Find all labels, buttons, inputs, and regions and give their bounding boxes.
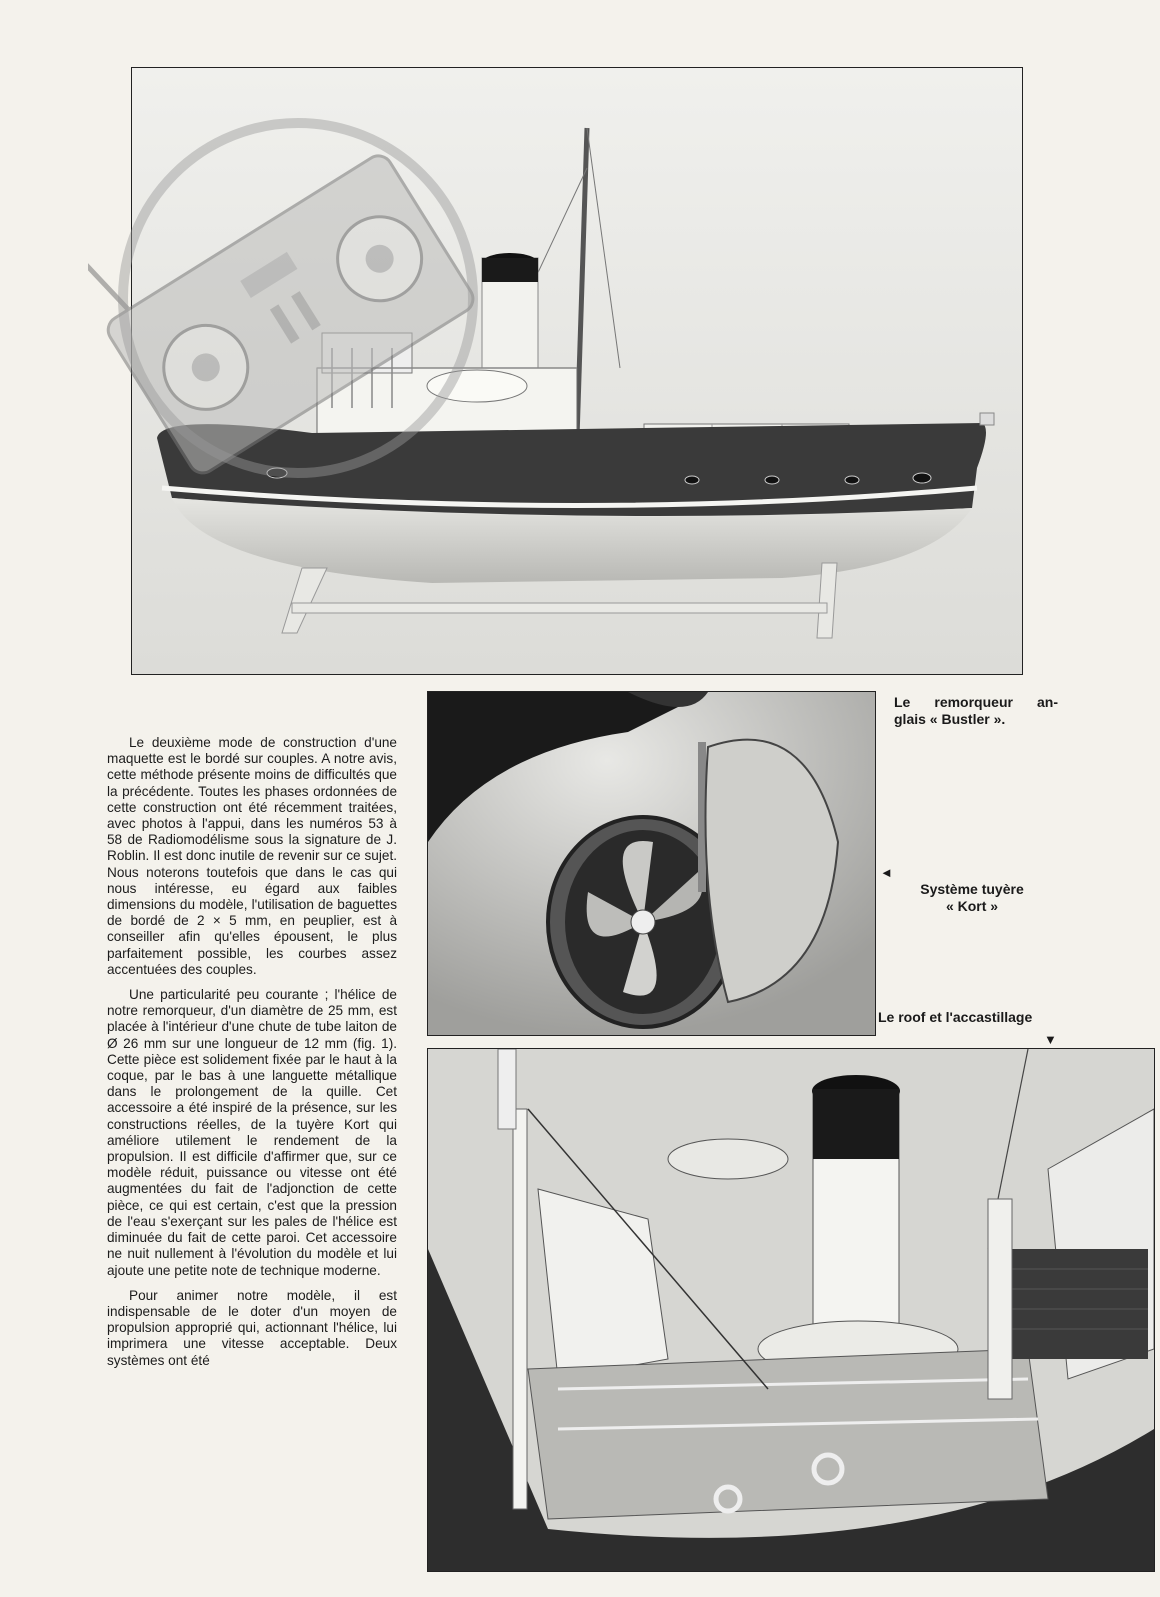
photo-tug-model [131,67,1023,675]
paragraph: Le deuxième mode de construction d'une maquette est le bordé sur couples. A notre avis, cette méthode présente moins de difficultés que la précédente. Toutes les phases ordonnées de cette construction ont été récemment traitées, avec photos à l'appui, dans les numéros 53 à 58 de Radiomodélisme sous la signature de J. Roblin. Il est donc inutile de revenir sur ce sujet. Nous noterons toutefois que dans le cas qui nous intéresse, eu égard aux faibles dimensions du modèle, l'utilisation de baguettes de bordé de 2 × 5 mm, en peuplier, est à conseiller afin qu'elles épousent, le plus parfaitement possible, les courbes assez accentuées des couples. [107,735,397,977]
caption-bustler-line1: Le remorqueur an- [894,694,1058,710]
left-arrow-icon: ◄ [880,865,893,880]
caption-kort-line2: « Kort » [945,898,999,914]
photo-kort-nozzle [427,691,876,1036]
article-body [107,735,397,1378]
photo-roof-fittings [427,1048,1155,1572]
caption-kort [880,864,1064,915]
caption-bustler-line2: glais « Bustler ». [894,711,1006,727]
caption-bustler [894,694,1058,728]
down-arrow-icon: ▼ [1044,1032,1057,1047]
caption-kort-line1: Système tuyère [920,881,1024,897]
caption-roof-text: Le roof et l'accastillage [878,1009,1033,1025]
paragraph: Une particularité peu courante ; l'hélice de notre remorqueur, d'un diamètre de 25 mm, est placée à l'intérieur d'une chute de tube laiton de Ø 26 mm sur une longueur de 12 mm (fig. 1). Cette pièce est solidement fixée par le haut à la coque, par le bas à une languette métallique dans le prolongement de la quille. Cet accessoire a été inspiré de la présence, sur les constructions réelles, de la tuyère Kort qui améliore utilement le rendement de la propulsion. Il est difficile d'affirmer que, sur ce modèle réduit, puissance ou vitesse ont été augmentées du fait de l'adjonction de cette pièce, ce qui est certain, c'est que la pression de l'eau s'exerçant sur les pales de l'hélice est diminuée du fait de cette paroi. Cet accessoire ne nuit nullement à l'évolution du modèle et lui ajoute une petite note de technique moderne. [107,987,397,1278]
paragraph: Pour animer notre modèle, il est indispensable de le doter d'un moyen de propulsion approprié qui, actionnant l'hélice, lui imprimera une vitesse acceptable. Deux systèmes ont été [107,1287,397,1368]
caption-roof [878,1009,1058,1047]
